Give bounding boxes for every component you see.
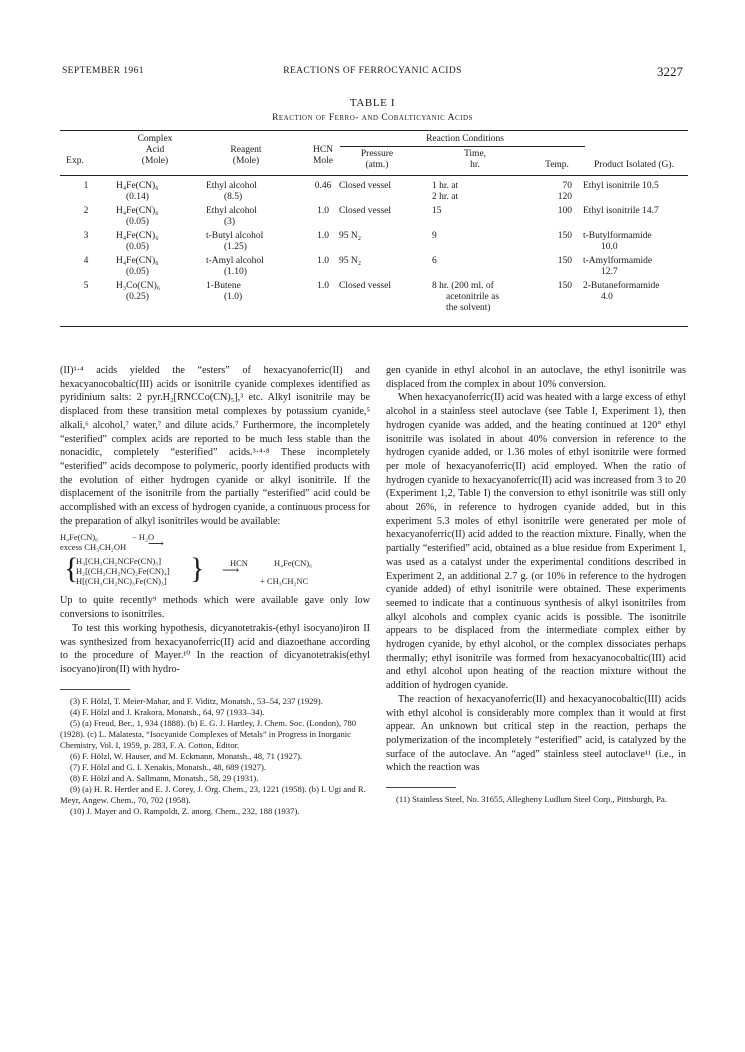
- eq-intermediate-3: H[(CH₃CH₂NC)₃Fe(CN)₃]: [76, 576, 167, 587]
- cell-product: Ethyl isonitrile 14.7: [583, 206, 659, 216]
- cell-pressure: 95 N₂: [339, 256, 362, 266]
- cell-acid-formula: H₄Fe(CN)₆: [116, 206, 159, 216]
- cell-pressure: Closed vessel: [339, 281, 391, 291]
- footnote: (5) (a) Freud, Ber., 1, 934 (1888). (b) E. G. J. Hartley, J. Chem. Soc. (London), 780 (1928). (c) L. Malatesta, “Isocyanide Complexes of Metals” in Progress in Inorganic Chemistry, Vol. I, 1959, p. 283, F. A. Cotton, Editor.: [60, 717, 357, 750]
- cell-time: [432, 181, 527, 203]
- cell-reagent: [206, 181, 296, 203]
- cell-time: 9: [432, 231, 437, 241]
- cell-hcn: 0.46: [314, 181, 332, 191]
- header-complex-acid-line3: (Mole): [141, 156, 169, 166]
- cell-exp: 5: [83, 281, 89, 291]
- header-time: [440, 149, 510, 171]
- footnotes: [60, 696, 370, 817]
- arrow-icon: ⟶: [222, 563, 240, 578]
- right-paragraph-3: The reaction of hexacyanoferric(II) and hexacyanocobaltic(III) acids with ethyl alcohol is considerably more complex than it would at first appear. An unknown but critical step in the reaction, perhaps the polymerization of the incompletely “esterified” acid, is catalyzed by the surface of the autoclave. An “aged” stainless steel autoclave¹¹ (i.e., in which the reaction was: [386, 693, 686, 774]
- table-title: Reaction of Ferro- and Cobalticyanic Acids: [272, 113, 473, 123]
- header-pressure: [337, 149, 417, 171]
- header-reagent-line1: Reagent: [230, 145, 262, 155]
- cell-reagent: [206, 256, 296, 278]
- right-paragraph-1: gen cyanide in ethyl alcohol in an autoclave, the ethyl isonitrile was displaced from the complex in about 10% conversion.: [386, 365, 686, 390]
- header-reagent: [201, 145, 291, 167]
- cell-product-grams: 12.7: [601, 267, 618, 277]
- cell-exp: 1: [83, 181, 89, 191]
- footnote-rule: [386, 787, 456, 788]
- right-brace-icon: }: [190, 552, 205, 586]
- cell-product-grams: 10.0: [601, 242, 618, 252]
- header-time-line2: hr.: [470, 160, 480, 170]
- cell-product-name: t-Amylformamide: [583, 256, 653, 266]
- cell-temp: 150: [557, 231, 572, 241]
- cell-reagent: [206, 231, 296, 253]
- cell-reagent: [206, 281, 296, 303]
- eq-reagent: HCN: [230, 558, 248, 569]
- cell-temp-line2: 120: [557, 192, 572, 202]
- eq-product-1: H₄Fe(CN)₆: [274, 558, 313, 569]
- footnote: (9) (a) H. R. Hertler and E. J. Corey, J. Org. Chem., 23, 1221 (1958). (b) I. Ugi and R. Meyr, Angew. Chem., 70, 702 (1958).: [60, 783, 366, 805]
- header-complex-acid-line2: Acid: [145, 145, 165, 155]
- cell-acid-mole: (0.25): [126, 292, 149, 302]
- header-temp: Temp.: [545, 160, 569, 170]
- cell-acid: [116, 281, 196, 303]
- table: [60, 130, 688, 374]
- header-pressure-line2: (atm.): [365, 160, 389, 170]
- cell-product-name: 2-Butaneformamide: [583, 281, 660, 291]
- cell-reagent-name: Ethyl alcohol: [206, 206, 257, 216]
- cell-acid-mole: (0.14): [126, 192, 149, 202]
- reaction-scheme: [60, 528, 370, 632]
- cell-exp: 3: [83, 231, 89, 241]
- header-reagent-line2: (Mole): [232, 156, 260, 166]
- right-column: [386, 364, 686, 805]
- cell-acid-formula: H₄Fe(CN)₆: [116, 231, 159, 241]
- header-title: REACTIONS OF FERROCYANIC ACIDS: [283, 66, 462, 76]
- cell-hcn: 1.0: [317, 281, 329, 291]
- cell-acid: [116, 231, 196, 253]
- cell-pressure: Closed vessel: [339, 206, 391, 216]
- cell-acid-mole: (0.05): [126, 217, 149, 227]
- right-paragraph-2: When hexacyanoferric(II) acid was heated with a large excess of ethyl alcohol in a stainless steel autoclave (see Table I, Experiment 1), then hydrogen cyanide was added, and the heating continued at 120° ethyl isonitrile was isolated in about 40% conversion in reference to the hydrogen cyanide added, or 1.36 moles of ethyl isonitrile were formed per mole of hexacyanoferric(II) acid employed. When the ratio of hydrogen cyanide to hexacyanoferric(II) acid was increased from 3 to 20 (Experiment 1,2, Table I) the conversion to ethyl isonitrile was still only about 26%, in reference to hydrogen cyanide added, but in this experiment 5.3 moles of ethyl isonitrile were generated per mole of hexacyanoferric(II) acid added to the reaction mixture. Finally, when the partially “esterified” acid, obtained as a blue residue from Experiment 1, was used as a catalyst under the experimental conditions described in Experiment 2, an additional 2.7 g. (or 10% in reference to the hydrogen cyanide added) of ethyl isonitrile were obtained. These experiments seemed to indicate that a continuous synthesis of alkyl isonitriles from alkyl alcohols and complex cyanic acids is possible. The isonitrile appears to be displaced from the intermediate complex either by hydrogen cyanide, by ethyl alcohol, or the complex dissociates perhaps thermally; ethyl isonitrile was formed from hexacyanocobaltic(III) acid and ethyl alcohol upon heating of the reaction mixture without the addition of hydrogen cyanide.: [386, 392, 686, 692]
- cell-time-line1: 8 hr. (200 ml. of: [432, 281, 494, 291]
- table-body: [60, 176, 688, 374]
- cell-reagent-name: Ethyl alcohol: [206, 181, 257, 191]
- header-product: Product Isolated (G).: [594, 160, 674, 170]
- cell-acid-formula: H₃Co(CN)₆: [116, 281, 161, 291]
- cell-time: [432, 281, 527, 314]
- left-paragraph-3: To test this working hypothesis, dicyanotetrakis-(ethyl isocyano)iron II was synthesized from hexacyanoferric(II) acid and diazoethane according to the procedure of Mayer.¹⁰ In the reaction of dicyanotetrakis(ethyl isocyano)iron(II) with hydro-: [60, 622, 370, 675]
- eq-intermediate-1: H₃[CH₃CH₂NCFe(CN)₅]: [76, 556, 162, 567]
- header-complex-acid: [100, 134, 210, 167]
- arrow-icon: ⟶: [148, 538, 164, 551]
- footnote: (7) F. Hölzl and G. I. Xenakis, Monatsh., 48, 689 (1927).: [70, 761, 266, 772]
- cell-reagent-name: 1-Butene: [206, 281, 241, 291]
- left-column: [60, 364, 370, 817]
- cell-product: [583, 231, 693, 253]
- footnote: (11) Stainless Steel, No. 31655, Allegheny Ludlum Steel Corp., Pittsburgh, Pa.: [396, 794, 667, 805]
- cell-reagent-name: t-Butyl alcohol: [206, 231, 264, 241]
- left-paragraph-1: (II)¹·⁴ acids yielded the “esters” of hexacyanoferric(II) and hexacyanocobaltic(III) acids or isonitrile cyanide complexes identified as pyridinium salts: 2 pyr.H₂[RNCCo(CN)₅],³ etc. Alkyl isonitrile may be displaced from these transition metal complexes by potassium cyanide,⁵ alkali,⁶ alcohol,⁷ water,⁷ and dilute acids.⁷ Furthermore, the incompletely “esterified” complex acids are reported to be much less stable than the nonacidic, completely “esterified” acids.³·⁴·⁸ These incompletely “esterified” acids decompose to polymeric, poorly identified products with the evolution of either hydrogen cyanide or alkyl isonitrile. If the displacement of the isonitrile from the partially “esterified” acid could be accomplished with an excess of hydrogen cyanide, a continuous process for the preparation of alkyl isonitriles would be available:: [60, 365, 370, 527]
- cell-reagent-mole: (3): [224, 217, 236, 227]
- eq-loss: − H₂O: [132, 532, 155, 543]
- table-bottom-rule: [60, 326, 688, 327]
- cell-reagent: [206, 206, 296, 228]
- cell-product: [583, 256, 693, 278]
- page-number: 3227: [657, 64, 683, 79]
- cell-time-line1: 1 hr. at: [432, 181, 459, 191]
- cell-reagent-mole: (8.5): [224, 192, 243, 202]
- eq-product-2: + CH₃CH₂NC: [260, 576, 309, 587]
- cell-product: Ethyl isonitrile 10.5: [583, 181, 659, 191]
- left-paragraph-2: Up to quite recently⁹ methods which were available gave only low conversions to isonitriles.: [60, 595, 370, 621]
- footnotes: [386, 794, 686, 805]
- cell-pressure: 95 N₂: [339, 231, 362, 241]
- cell-acid-formula: H₄Fe(CN)₆: [116, 256, 159, 266]
- cell-temp: 100: [557, 206, 572, 216]
- header-hcn-line1: HCN: [312, 145, 334, 155]
- cell-time: 6: [432, 256, 437, 266]
- header-exp: Exp.: [66, 156, 84, 166]
- running-header: [62, 66, 683, 80]
- header-group-rule: [340, 146, 585, 147]
- cell-acid-mole: (0.05): [126, 242, 149, 252]
- footnote: (4) F. Hölzl and J. Krakora, Monatsh., 64, 97 (1933–34).: [70, 706, 265, 717]
- cell-exp: 2: [83, 206, 89, 216]
- header-hcn-line2: Mole: [312, 156, 334, 166]
- cell-temp: [542, 181, 572, 203]
- cell-reagent-mole: (1.25): [224, 242, 247, 252]
- cell-time: 15: [432, 206, 442, 216]
- cell-time-line2: 2 hr. at: [432, 192, 459, 202]
- cell-reagent-mole: (1.0): [224, 292, 243, 302]
- table-label: TABLE I: [349, 97, 396, 109]
- footnote: (8) F. Hölzl and A. Sallmann, Monatsh., 58, 29 (1931).: [70, 772, 259, 783]
- cell-time-line2: acetonitrile as: [446, 292, 500, 302]
- footnote-rule: [60, 689, 130, 690]
- cell-temp: 150: [557, 256, 572, 266]
- header-pressure-line1: Pressure: [360, 149, 394, 159]
- cell-product-name: t-Butylformamide: [583, 231, 652, 241]
- cell-time-line3: the solvent): [446, 303, 491, 313]
- eq-reactant-1: H₄Fe(CN)₆: [60, 532, 99, 543]
- cell-acid: [116, 256, 196, 278]
- cell-hcn: 1.0: [317, 231, 329, 241]
- left-brace-icon: {: [64, 552, 79, 586]
- eq-reactant-2: excess CH₃CH₂OH: [60, 542, 127, 553]
- cell-acid-mole: (0.05): [126, 267, 149, 277]
- header-complex-acid-line1: Complex: [137, 134, 173, 144]
- cell-temp: 150: [557, 281, 572, 291]
- footnote: (6) F. Hölzl, W. Hauser, and M. Eckmann, Monatsh., 48, 71 (1927).: [70, 750, 303, 761]
- cell-acid-formula: H₄Fe(CN)₆: [116, 181, 159, 191]
- cell-pressure: Closed vessel: [339, 181, 391, 191]
- cell-product-grams: 4.0: [601, 292, 613, 302]
- cell-temp-line1: 70: [562, 181, 572, 191]
- cell-hcn: 1.0: [317, 256, 329, 266]
- cell-acid: [116, 206, 196, 228]
- cell-acid: [116, 181, 196, 203]
- cell-reagent-name: t-Amyl alcohol: [206, 256, 264, 266]
- header-time-line1: Time,: [463, 149, 487, 159]
- table-header: [60, 131, 688, 175]
- cell-hcn: 1.0: [317, 206, 329, 216]
- header-date: SEPTEMBER 1961: [62, 66, 144, 76]
- header-reaction-conditions: Reaction Conditions: [426, 134, 504, 144]
- cell-exp: 4: [83, 256, 89, 266]
- footnote: (3) F. Hölzl, T. Meier-Mahar, and F. Viditz, Monatsh., 53–54, 237 (1929).: [70, 695, 323, 706]
- eq-intermediate-2: H₂[(CH₃CH₂NC)₂Fe(CN)₄]: [76, 566, 170, 577]
- cell-product: [583, 281, 693, 303]
- footnote: (10) J. Mayer and O. Rampoldt, Z. anorg. Chem., 232, 188 (1937).: [70, 805, 300, 816]
- cell-reagent-mole: (1.10): [224, 267, 247, 277]
